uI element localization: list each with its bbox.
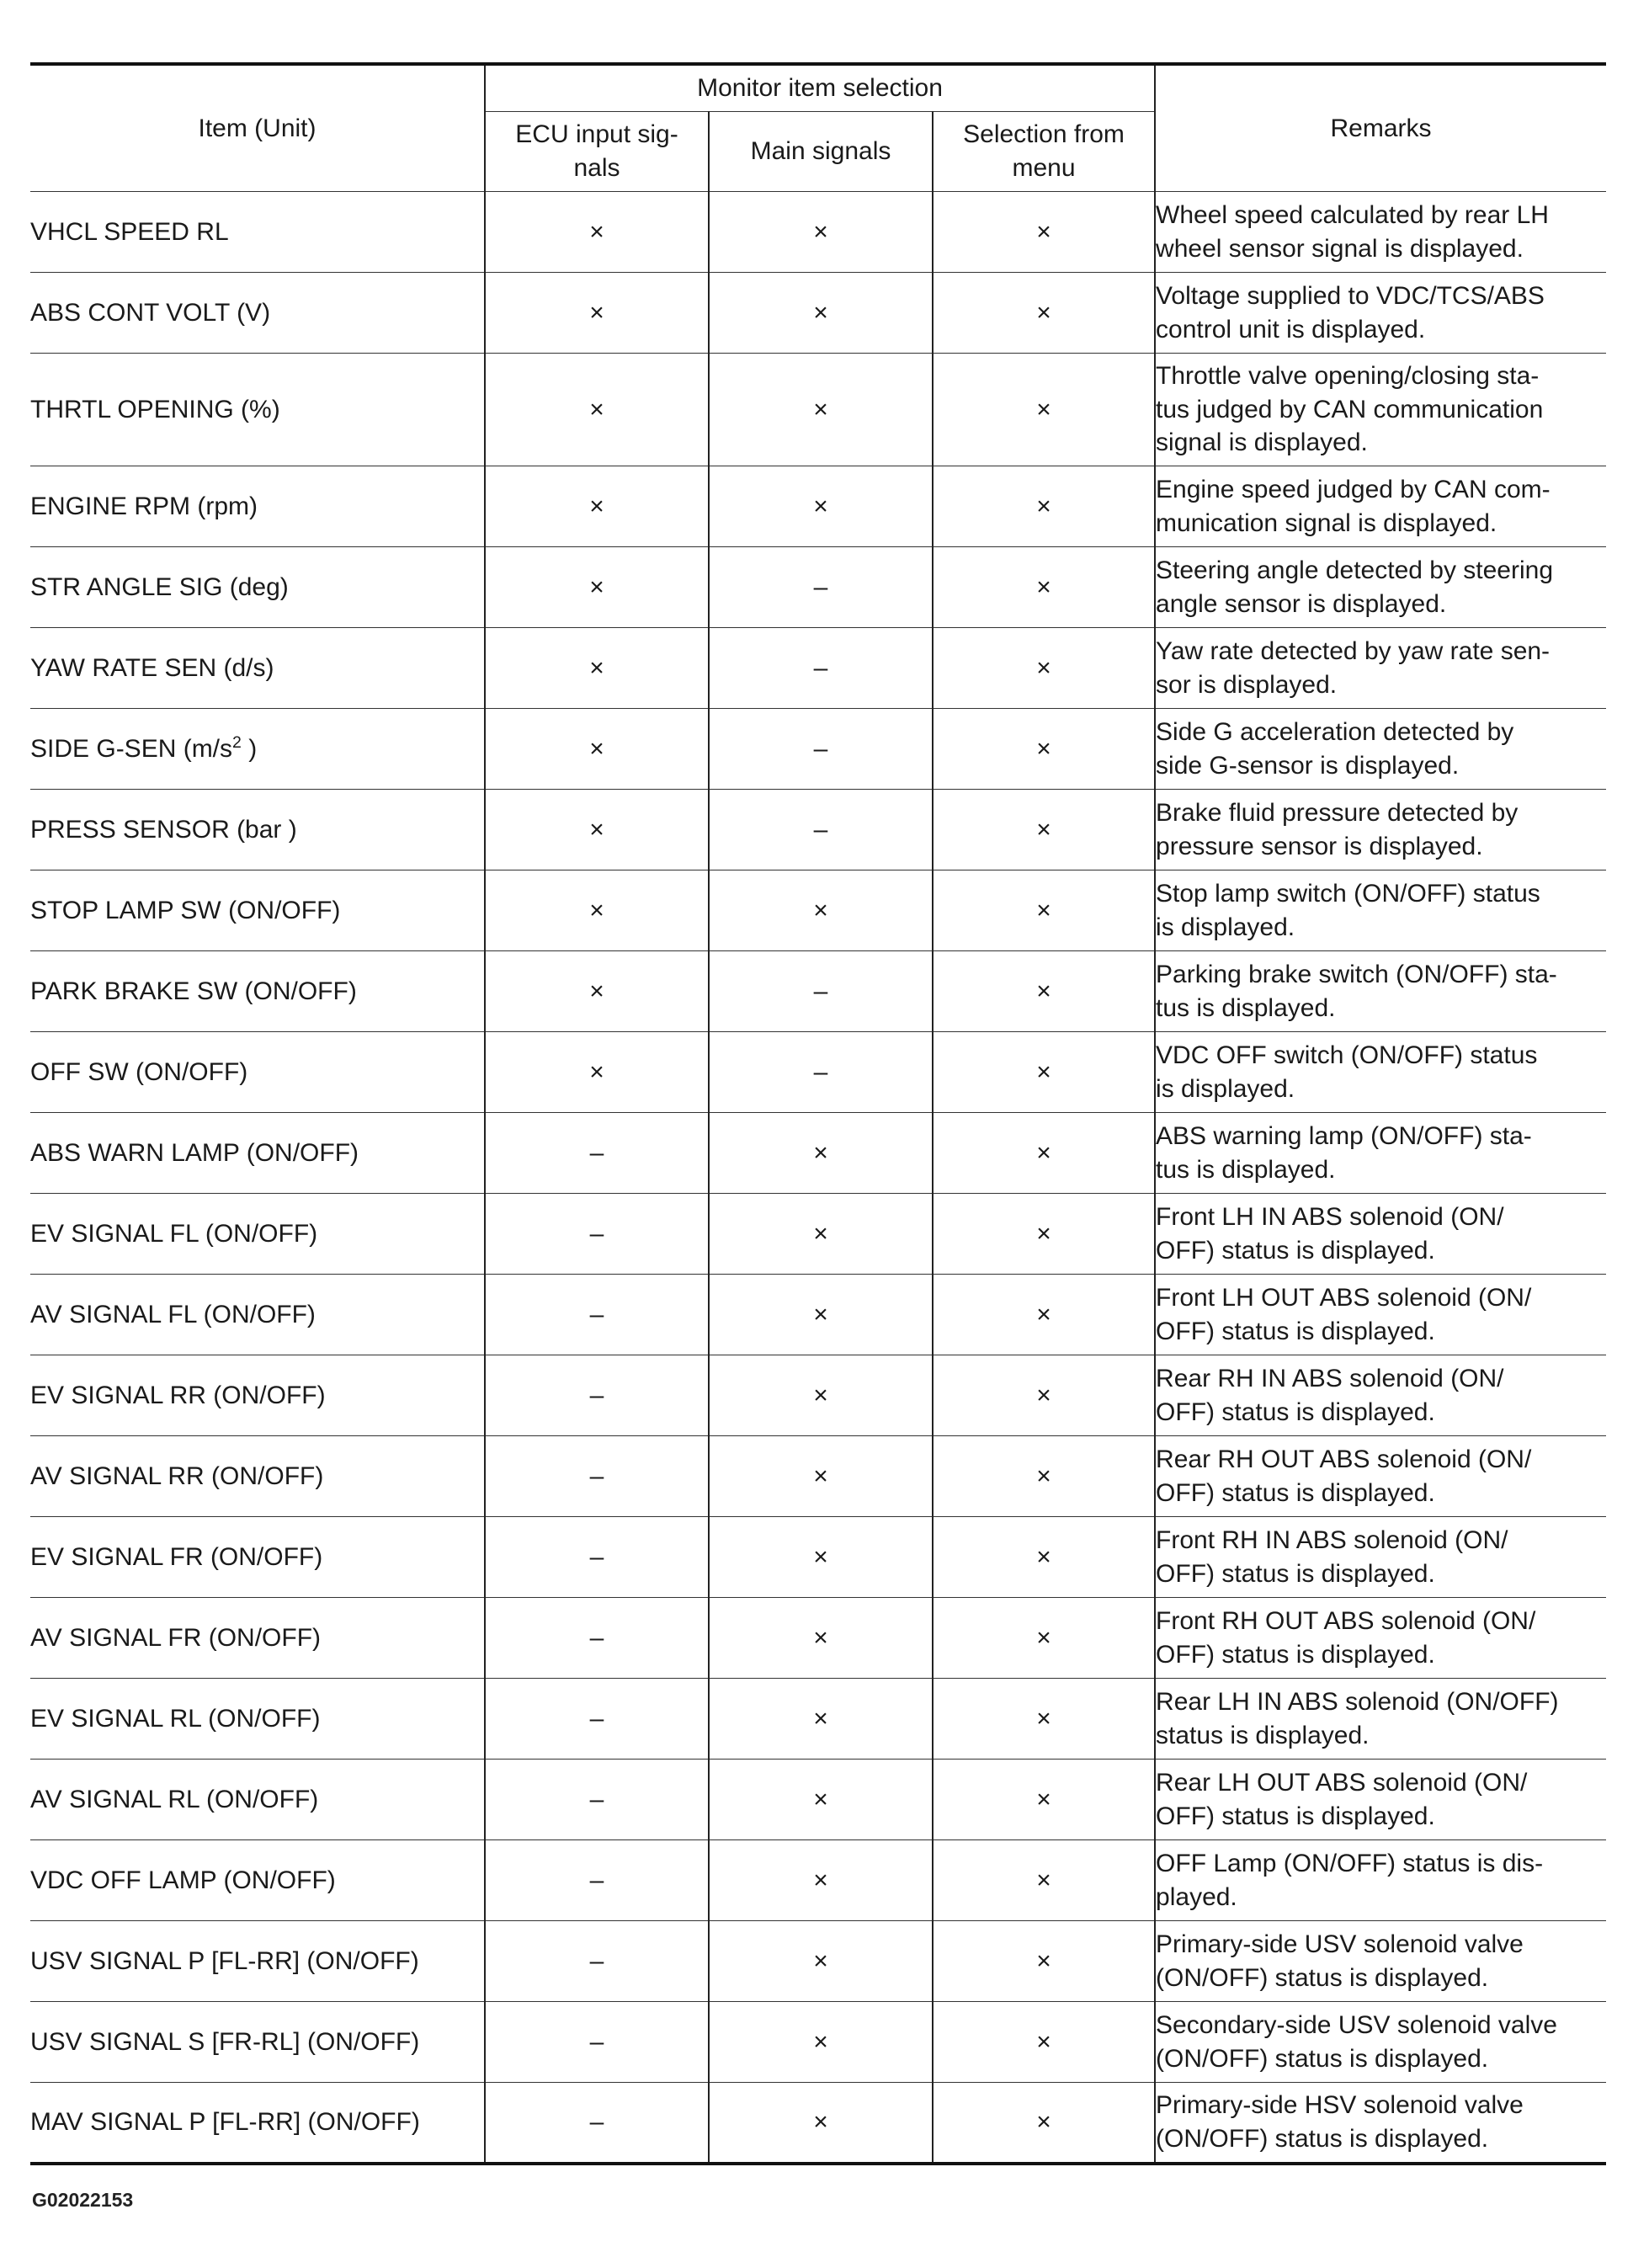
table-row bbox=[30, 1840, 1606, 1921]
main-signal-mark: × bbox=[709, 1113, 933, 1194]
ecu-input-mark: × bbox=[485, 547, 709, 628]
table-row bbox=[30, 1355, 1606, 1436]
monitor-item-table bbox=[30, 62, 1606, 2165]
table-body bbox=[30, 192, 1606, 2164]
main-signals-header: Main signals bbox=[709, 112, 933, 192]
main-signal-mark: – bbox=[709, 951, 933, 1032]
image-code: G02022153 bbox=[32, 2189, 134, 2211]
menu-selection-mark: × bbox=[933, 1921, 1155, 2002]
main-signal-mark: × bbox=[709, 354, 933, 466]
table-row bbox=[30, 1032, 1606, 1113]
menu-selection-mark: × bbox=[933, 628, 1155, 709]
main-signal-mark: × bbox=[709, 1679, 933, 1760]
menu-selection-mark: × bbox=[933, 1436, 1155, 1517]
ecu-input-mark: × bbox=[485, 354, 709, 466]
menu-selection-mark: × bbox=[933, 1517, 1155, 1598]
item-cell: USV SIGNAL P [FL-RR] (ON/OFF) bbox=[30, 1921, 485, 2002]
main-signal-mark: – bbox=[709, 547, 933, 628]
ecu-input-mark: × bbox=[485, 870, 709, 951]
item-cell: USV SIGNAL S [FR-RL] (ON/OFF) bbox=[30, 2002, 485, 2083]
table-row bbox=[30, 790, 1606, 870]
table-row bbox=[30, 1760, 1606, 1840]
table-row bbox=[30, 273, 1606, 354]
remark-cell: Primary-side USV solenoid valve (ON/OFF) status is displayed. bbox=[1155, 1921, 1606, 2002]
remark-cell: OFF Lamp (ON/OFF) status is dis- played. bbox=[1155, 1840, 1606, 1921]
ecu-input-mark: × bbox=[485, 466, 709, 547]
menu-selection-mark: × bbox=[933, 1679, 1155, 1760]
remark-cell: Yaw rate detected by yaw rate sen- sor is displayed. bbox=[1155, 628, 1606, 709]
table-row bbox=[30, 1921, 1606, 2002]
menu-selection-mark: × bbox=[933, 790, 1155, 870]
item-cell: PRESS SENSOR (bar ) bbox=[30, 790, 485, 870]
selection-from-menu-header: Selection from menu bbox=[933, 112, 1155, 192]
main-signal-mark: – bbox=[709, 1032, 933, 1113]
main-signal-mark: × bbox=[709, 1436, 933, 1517]
table-row bbox=[30, 1275, 1606, 1355]
menu-selection-mark: × bbox=[933, 709, 1155, 790]
menu-selection-mark: × bbox=[933, 1194, 1155, 1275]
item-cell: EV SIGNAL FL (ON/OFF) bbox=[30, 1194, 485, 1275]
menu-selection-mark: × bbox=[933, 951, 1155, 1032]
ecu-input-mark: × bbox=[485, 709, 709, 790]
remark-cell: Front LH IN ABS solenoid (ON/ OFF) status is displayed. bbox=[1155, 1194, 1606, 1275]
item-cell: EV SIGNAL RL (ON/OFF) bbox=[30, 1679, 485, 1760]
ecu-input-mark: – bbox=[485, 1436, 709, 1517]
remark-cell: Brake fluid pressure detected by pressure sensor is displayed. bbox=[1155, 790, 1606, 870]
ecu-input-mark: × bbox=[485, 790, 709, 870]
remark-cell: VDC OFF switch (ON/OFF) status is displayed. bbox=[1155, 1032, 1606, 1113]
menu-selection-mark: × bbox=[933, 1760, 1155, 1840]
item-cell: STR ANGLE SIG (deg) bbox=[30, 547, 485, 628]
table-row bbox=[30, 1679, 1606, 1760]
item-cell: AV SIGNAL FR (ON/OFF) bbox=[30, 1598, 485, 1679]
main-signal-mark: × bbox=[709, 1760, 933, 1840]
menu-selection-mark: × bbox=[933, 1032, 1155, 1113]
item-cell: THRTL OPENING (%) bbox=[30, 354, 485, 466]
monitor-item-selection-header: Monitor item selection bbox=[485, 64, 1155, 112]
ecu-input-mark: – bbox=[485, 2002, 709, 2083]
item-unit-header: Item (Unit) bbox=[30, 64, 485, 192]
ecu-input-mark: – bbox=[485, 1517, 709, 1598]
menu-selection-mark: × bbox=[933, 354, 1155, 466]
menu-selection-mark: × bbox=[933, 1355, 1155, 1436]
main-signal-mark: × bbox=[709, 1598, 933, 1679]
remark-cell: Side G acceleration detected by side G-sensor is displayed. bbox=[1155, 709, 1606, 790]
main-signal-mark: × bbox=[709, 2002, 933, 2083]
menu-selection-mark: × bbox=[933, 1598, 1155, 1679]
ecu-input-mark: – bbox=[485, 1113, 709, 1194]
menu-selection-mark: × bbox=[933, 466, 1155, 547]
main-signal-mark: × bbox=[709, 1275, 933, 1355]
item-cell: ENGINE RPM (rpm) bbox=[30, 466, 485, 547]
remark-cell: Stop lamp switch (ON/OFF) status is displayed. bbox=[1155, 870, 1606, 951]
main-signal-mark: × bbox=[709, 1355, 933, 1436]
item-cell: AV SIGNAL FL (ON/OFF) bbox=[30, 1275, 485, 1355]
item-cell: OFF SW (ON/OFF) bbox=[30, 1032, 485, 1113]
table-row bbox=[30, 870, 1606, 951]
item-cell: AV SIGNAL RR (ON/OFF) bbox=[30, 1436, 485, 1517]
item-cell: STOP LAMP SW (ON/OFF) bbox=[30, 870, 485, 951]
ecu-input-mark: – bbox=[485, 1760, 709, 1840]
table-row bbox=[30, 1113, 1606, 1194]
remark-cell: Secondary-side USV solenoid valve (ON/OFF) status is displayed. bbox=[1155, 2002, 1606, 2083]
remark-cell: Rear LH IN ABS solenoid (ON/OFF) status is displayed. bbox=[1155, 1679, 1606, 1760]
table-row bbox=[30, 1598, 1606, 1679]
remark-cell: ABS warning lamp (ON/OFF) sta- tus is displayed. bbox=[1155, 1113, 1606, 1194]
remark-cell: Voltage supplied to VDC/TCS/ABS control unit is displayed. bbox=[1155, 273, 1606, 354]
ecu-input-mark: × bbox=[485, 628, 709, 709]
ecu-input-mark: – bbox=[485, 1194, 709, 1275]
remark-cell: Engine speed judged by CAN com- munication signal is displayed. bbox=[1155, 466, 1606, 547]
remark-cell: Rear RH OUT ABS solenoid (ON/ OFF) status is displayed. bbox=[1155, 1436, 1606, 1517]
ecu-input-mark: – bbox=[485, 1921, 709, 2002]
table-row bbox=[30, 1517, 1606, 1598]
item-cell: VHCL SPEED RL bbox=[30, 192, 485, 273]
item-cell: EV SIGNAL FR (ON/OFF) bbox=[30, 1517, 485, 1598]
table-row bbox=[30, 192, 1606, 273]
ecu-input-mark: – bbox=[485, 1275, 709, 1355]
main-signal-mark: × bbox=[709, 192, 933, 273]
main-signal-mark: – bbox=[709, 790, 933, 870]
remark-cell: Rear RH IN ABS solenoid (ON/ OFF) status is displayed. bbox=[1155, 1355, 1606, 1436]
item-cell: VDC OFF LAMP (ON/OFF) bbox=[30, 1840, 485, 1921]
main-signal-mark: × bbox=[709, 1194, 933, 1275]
ecu-input-mark: – bbox=[485, 1355, 709, 1436]
main-signal-mark: × bbox=[709, 2083, 933, 2164]
item-cell: SIDE G-SEN ($m/s^2$ ) bbox=[30, 709, 485, 790]
menu-selection-mark: × bbox=[933, 1840, 1155, 1921]
main-signal-mark: – bbox=[709, 628, 933, 709]
remark-cell: Steering angle detected by steering angle sensor is displayed. bbox=[1155, 547, 1606, 628]
main-signal-mark: × bbox=[709, 870, 933, 951]
item-cell: AV SIGNAL RL (ON/OFF) bbox=[30, 1760, 485, 1840]
ecu-input-mark: × bbox=[485, 1032, 709, 1113]
item-cell: ABS WARN LAMP (ON/OFF) bbox=[30, 1113, 485, 1194]
table-row bbox=[30, 709, 1606, 790]
menu-selection-mark: × bbox=[933, 1275, 1155, 1355]
remark-cell: Rear LH OUT ABS solenoid (ON/ OFF) status is displayed. bbox=[1155, 1760, 1606, 1840]
item-cell: EV SIGNAL RR (ON/OFF) bbox=[30, 1355, 485, 1436]
remarks-header: Remarks bbox=[1155, 64, 1606, 192]
item-cell: ABS CONT VOLT (V) bbox=[30, 273, 485, 354]
menu-selection-mark: × bbox=[933, 870, 1155, 951]
ecu-input-mark: × bbox=[485, 192, 709, 273]
menu-selection-mark: × bbox=[933, 273, 1155, 354]
main-signal-mark: – bbox=[709, 709, 933, 790]
remark-cell: Primary-side HSV solenoid valve (ON/OFF) status is displayed. bbox=[1155, 2083, 1606, 2164]
menu-selection-mark: × bbox=[933, 1113, 1155, 1194]
remark-cell: Parking brake switch (ON/OFF) sta- tus is displayed. bbox=[1155, 951, 1606, 1032]
ecu-input-mark: × bbox=[485, 273, 709, 354]
table-row bbox=[30, 951, 1606, 1032]
ecu-input-mark: – bbox=[485, 1840, 709, 1921]
remark-cell: Front LH OUT ABS solenoid (ON/ OFF) status is displayed. bbox=[1155, 1275, 1606, 1355]
item-cell: YAW RATE SEN (d/s) bbox=[30, 628, 485, 709]
table-row bbox=[30, 354, 1606, 466]
ecu-input-mark: – bbox=[485, 1598, 709, 1679]
main-signal-mark: × bbox=[709, 1517, 933, 1598]
remark-cell: Throttle valve opening/closing sta- tus judged by CAN communication signal is displayed. bbox=[1155, 354, 1606, 466]
table-row bbox=[30, 2083, 1606, 2164]
ecu-input-signals-header: ECU input sig- nals bbox=[485, 112, 709, 192]
main-signal-mark: × bbox=[709, 1921, 933, 2002]
remark-cell: Front RH IN ABS solenoid (ON/ OFF) status is displayed. bbox=[1155, 1517, 1606, 1598]
table-row bbox=[30, 2002, 1606, 2083]
menu-selection-mark: × bbox=[933, 547, 1155, 628]
menu-selection-mark: × bbox=[933, 2083, 1155, 2164]
main-signal-mark: × bbox=[709, 273, 933, 354]
main-signal-mark: × bbox=[709, 466, 933, 547]
remark-cell: Front RH OUT ABS solenoid (ON/ OFF) status is displayed. bbox=[1155, 1598, 1606, 1679]
table-row bbox=[30, 547, 1606, 628]
table-row bbox=[30, 466, 1606, 547]
table-row bbox=[30, 1436, 1606, 1517]
table-row bbox=[30, 628, 1606, 709]
item-cell: MAV SIGNAL P [FL-RR] (ON/OFF) bbox=[30, 2083, 485, 2164]
ecu-input-mark: – bbox=[485, 1679, 709, 1760]
ecu-input-mark: – bbox=[485, 2083, 709, 2164]
item-cell: PARK BRAKE SW (ON/OFF) bbox=[30, 951, 485, 1032]
table-row bbox=[30, 1194, 1606, 1275]
remark-cell: Wheel speed calculated by rear LH wheel sensor signal is displayed. bbox=[1155, 192, 1606, 273]
menu-selection-mark: × bbox=[933, 2002, 1155, 2083]
ecu-input-mark: × bbox=[485, 951, 709, 1032]
menu-selection-mark: × bbox=[933, 192, 1155, 273]
main-signal-mark: × bbox=[709, 1840, 933, 1921]
